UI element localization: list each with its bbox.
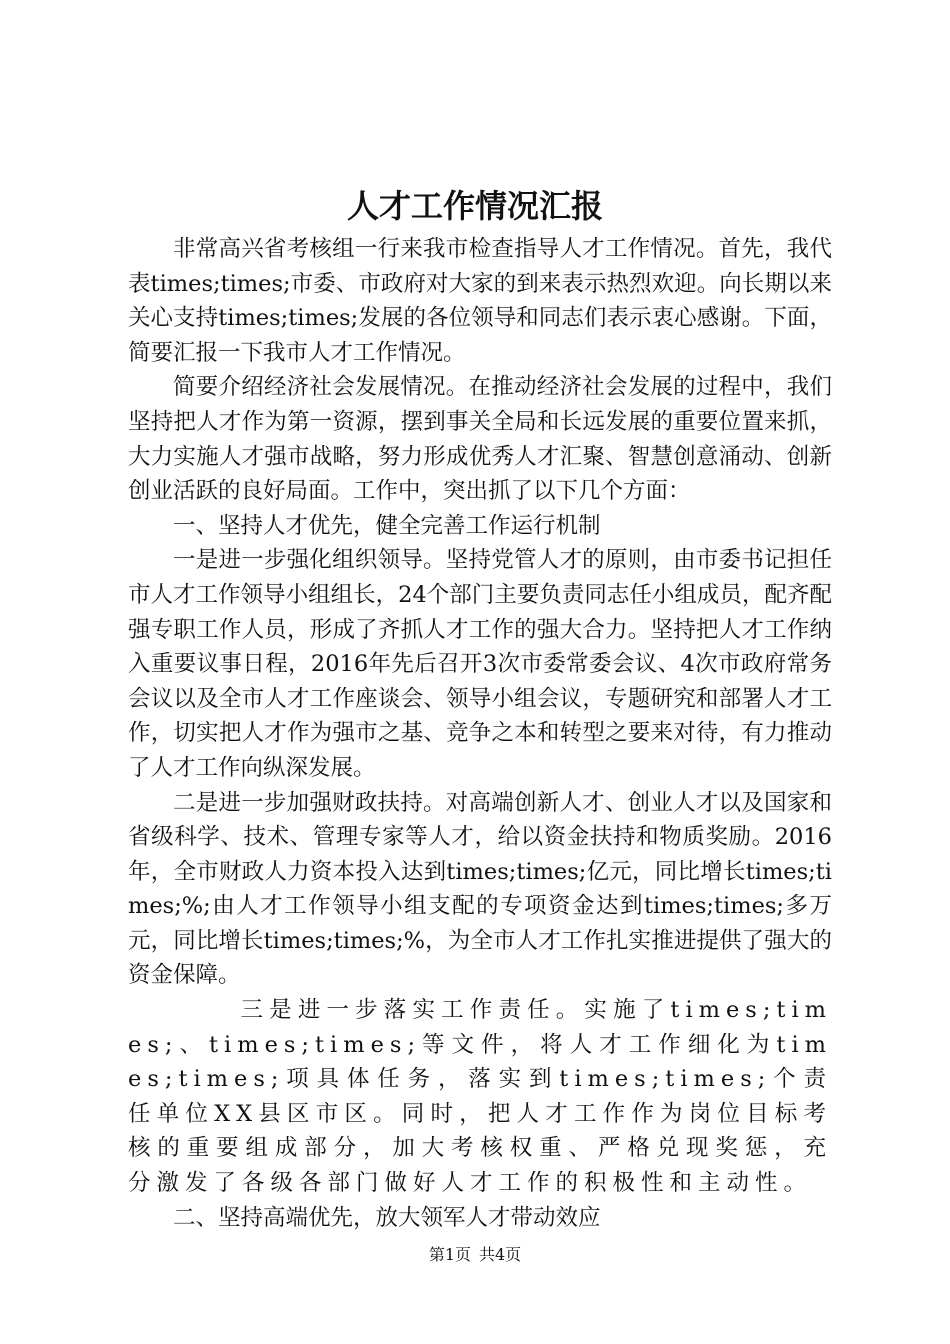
document-body	[128, 232, 832, 1235]
organization-paragraph: 一是进一步强化组织领导。坚持党管人才的原则，由市委书记担任市人才工作领导小组组长，24个部门主要负责同志任小组成员，配齐配强专职工作人员，形成了齐抓人才工作的强大合力。坚持把人才工作纳入重要议事日程，2016年先后召开3次市委常委会议、4次市政府常务会议以及全市人才工作座谈会、领导小组会议，专题研究和部署人才工作，切实把人才作为强市之基、竞争之本和转型之要来对待，有力推动了人才工作向纵深发展。	[128, 547, 832, 781]
section-heading-1: 一、坚持人才优先，健全完善工作运行机制	[173, 512, 601, 539]
responsibility-paragraph: 三是进一步落实工作责任。实施了times;times;、times;times;等文件，将人才工作细化为times;times;项具体任务，落实到times;times;个责任单位XX县区市区。同时，把人才工作作为岗位目标考核的重要组成部分，加大考核权重、严格兑现奖惩，充分激发了各级各部门做好人才工作的积极性和主动性。	[128, 997, 832, 1197]
page-footer	[0, 1243, 950, 1267]
overview-paragraph: 简要介绍经济社会发展情况。在推动经济社会发展的过程中，我们坚持把人才作为第一资源，摆到事关全局和长远发展的重要位置来抓，大力实施人才强市战略，努力形成优秀人才汇聚、智慧创意涌动、创新创业活跃的良好局面。工作中，突出抓了以下几个方面：	[128, 374, 832, 505]
page-number: 第1页	[428, 1245, 471, 1264]
section-heading-2: 二、坚持高端优先，放大领军人才带动效应	[173, 1204, 601, 1231]
finance-paragraph: 二是进一步加强财政扶持。对高端创新人才、创业人才以及国家和省级科学、技术、管理专家等人才，给以资金扶持和物质奖励。2016年，全市财政人力资本投入达到times;times;亿元，同比增长times;times;%;由人才工作领导小组支配的专项资金达到times;times;多万元，同比增长times;times;%，为全市人才工作扎实推进提供了强大的资金保障。	[128, 789, 832, 989]
document-title: 人才工作情况汇报	[346, 187, 603, 225]
page-total: 共4页	[479, 1245, 522, 1264]
intro-paragraph: 非常高兴省考核组一行来我市检查指导人才工作情况。首先，我代表times;times;市委、市政府对大家的到来表示热烈欢迎。向长期以来关心支持times;times;发展的各位领导和同志们表示衷心感谢。下面，简要汇报一下我市人才工作情况。	[128, 236, 832, 366]
